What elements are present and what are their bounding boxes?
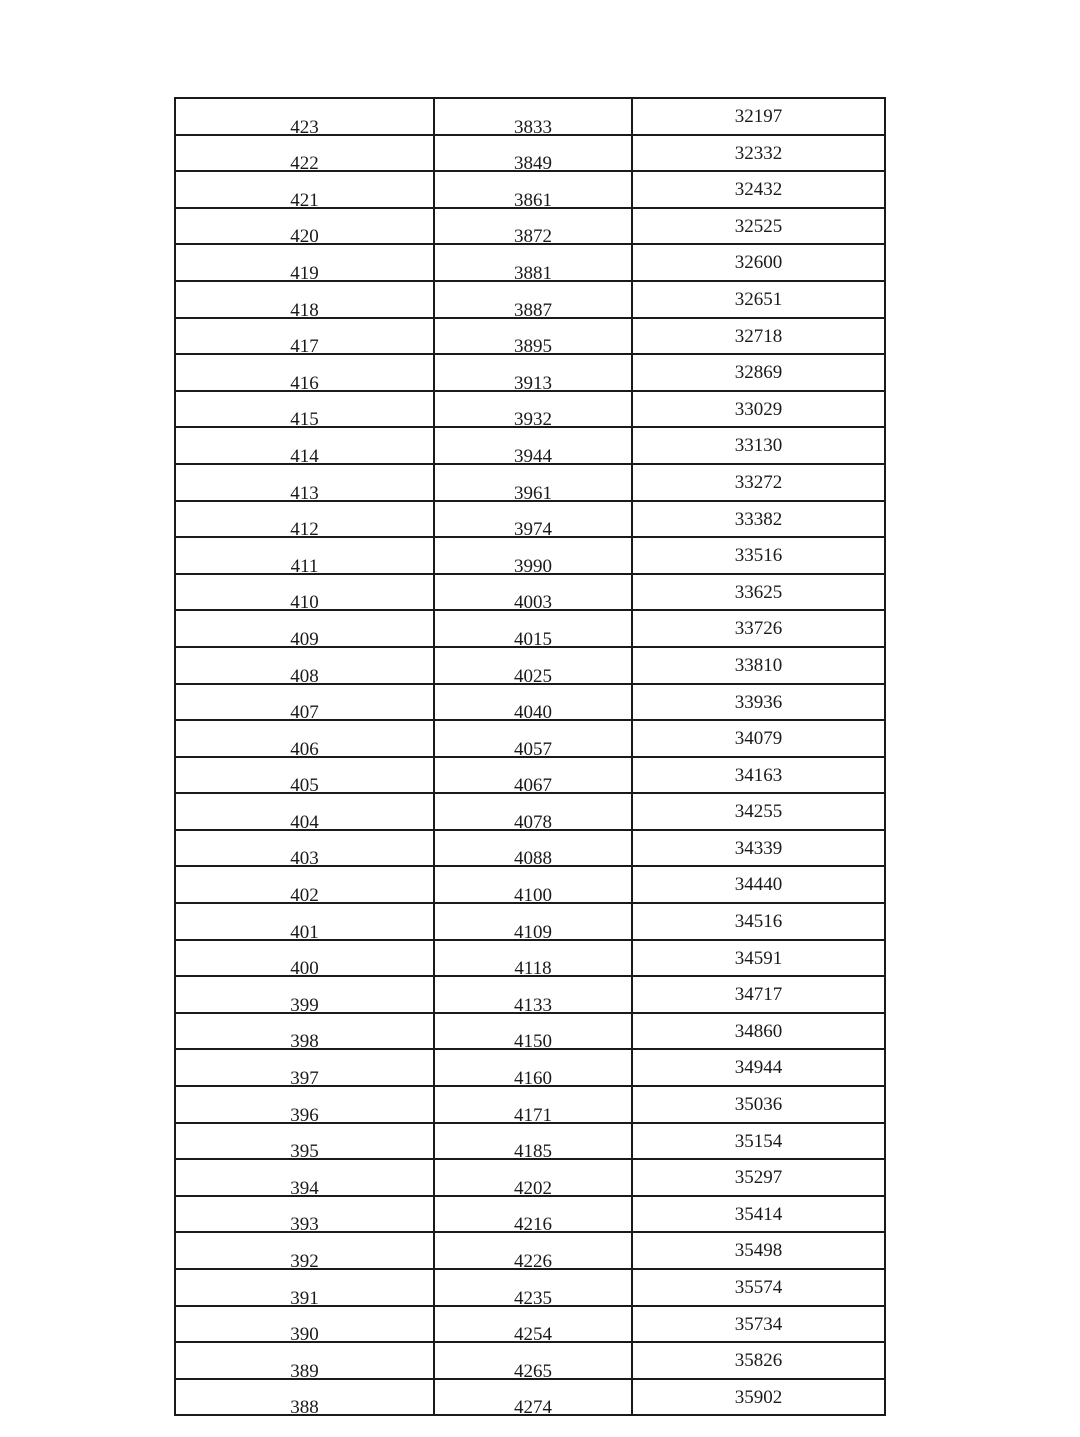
cell-value: 412: [290, 519, 319, 541]
cell-value: 3833: [514, 116, 552, 138]
score-cell: [175, 537, 434, 577]
cell-value: 33272: [734, 471, 783, 493]
count-cell: [434, 1049, 632, 1090]
table-row: [175, 1342, 885, 1379]
cumulative-cell: [632, 171, 885, 208]
cumulative-cell: [632, 98, 885, 135]
cell-value: 417: [290, 336, 319, 358]
cell-value: 423: [290, 116, 319, 138]
table-row: [175, 1013, 885, 1050]
cumulative-cell: [632, 866, 885, 903]
count-cell: [434, 537, 632, 577]
count-cell: [434, 354, 632, 394]
cell-value: 4015: [514, 628, 552, 650]
count-cell: [434, 171, 632, 211]
cell-value: 388: [290, 1397, 319, 1419]
cell-value: 35498: [734, 1240, 783, 1262]
table-row: [175, 501, 885, 538]
count-cell: [434, 318, 632, 358]
table-row: [175, 1232, 885, 1269]
score-cell: [175, 501, 434, 541]
cell-value: 401: [290, 921, 319, 943]
cumulative-cell: [632, 354, 885, 391]
cumulative-cell: [632, 1342, 885, 1379]
cell-value: 32718: [734, 325, 783, 347]
table-row: [175, 757, 885, 794]
table-row: [175, 866, 885, 903]
cell-value: 389: [290, 1360, 319, 1382]
score-cell: [175, 1196, 434, 1236]
table-row: [175, 537, 885, 574]
count-cell: [434, 1342, 632, 1382]
table-row: [175, 830, 885, 867]
cumulative-cell: [632, 427, 885, 464]
cumulative-cell: [632, 208, 885, 245]
score-cell: [175, 1306, 434, 1346]
cell-value: 4057: [514, 738, 552, 760]
cell-value: 407: [290, 702, 319, 724]
cell-value: 3990: [514, 555, 552, 577]
score-cell: [175, 684, 434, 724]
cumulative-cell: [632, 647, 885, 684]
cell-value: 413: [290, 482, 319, 504]
cumulative-cell: [632, 574, 885, 611]
cell-value: 34717: [734, 984, 783, 1006]
cell-value: 32869: [734, 362, 783, 384]
cell-value: 402: [290, 885, 319, 907]
score-cell: [175, 720, 434, 760]
count-cell: [434, 1123, 632, 1163]
score-cell: [175, 464, 434, 504]
cumulative-cell: [632, 976, 885, 1013]
cell-value: 416: [290, 372, 319, 394]
table-row: [175, 244, 885, 281]
table-row: [175, 574, 885, 611]
score-cell: [175, 1379, 434, 1419]
table-row: [175, 1049, 885, 1086]
table-row: [175, 208, 885, 245]
cell-value: 3974: [514, 519, 552, 541]
cumulative-cell: [632, 464, 885, 501]
cumulative-cell: [632, 318, 885, 355]
cumulative-cell: [632, 1196, 885, 1233]
cell-value: 34255: [734, 801, 783, 823]
score-cell: [175, 281, 434, 321]
cell-value: 397: [290, 1068, 319, 1090]
cell-value: 33810: [734, 654, 783, 676]
score-cell: [175, 1086, 434, 1126]
cell-value: 4109: [514, 921, 552, 943]
cell-value: 35826: [734, 1350, 783, 1372]
count-cell: [434, 1013, 632, 1053]
cell-value: 394: [290, 1177, 319, 1199]
cumulative-cell: [632, 391, 885, 428]
table-row: [175, 1196, 885, 1233]
table-row: [175, 135, 885, 172]
score-table: [174, 97, 886, 1419]
table-row: [175, 720, 885, 757]
count-cell: [434, 903, 632, 943]
cumulative-cell: [632, 244, 885, 281]
table-row: [175, 1086, 885, 1123]
score-cell: [175, 793, 434, 833]
table-row: [175, 903, 885, 940]
cell-value: 33936: [734, 691, 783, 713]
cumulative-cell: [632, 684, 885, 721]
count-cell: [434, 976, 632, 1016]
cell-value: 3944: [514, 445, 552, 467]
cell-value: 408: [290, 665, 319, 687]
cell-value: 3861: [514, 189, 552, 211]
cell-value: 4202: [514, 1177, 552, 1199]
cell-value: 3887: [514, 299, 552, 321]
cell-value: 3913: [514, 372, 552, 394]
cumulative-cell: [632, 940, 885, 977]
cell-value: 3961: [514, 482, 552, 504]
cell-value: 3932: [514, 409, 552, 431]
table-row: [175, 684, 885, 721]
cumulative-cell: [632, 610, 885, 647]
table-row: [175, 171, 885, 208]
score-cell: [175, 208, 434, 248]
cell-value: 414: [290, 445, 319, 467]
count-cell: [434, 1196, 632, 1236]
cumulative-cell: [632, 501, 885, 538]
table-row: [175, 647, 885, 684]
cell-value: 4067: [514, 775, 552, 797]
score-cell: [175, 866, 434, 907]
cell-value: 33516: [734, 545, 783, 567]
cell-value: 4078: [514, 811, 552, 833]
score-cell: [175, 903, 434, 943]
cumulative-cell: [632, 1306, 885, 1343]
score-cell: [175, 171, 434, 211]
table-row: [175, 1123, 885, 1160]
cumulative-cell: [632, 281, 885, 318]
cell-value: 398: [290, 1031, 319, 1053]
cell-value: 395: [290, 1141, 319, 1163]
cell-value: 32332: [734, 142, 783, 164]
cell-value: 4025: [514, 665, 552, 687]
score-cell: [175, 98, 434, 138]
table-row: [175, 793, 885, 830]
cell-value: 34163: [734, 764, 783, 786]
table-row: [175, 427, 885, 464]
table-row: [175, 610, 885, 647]
cell-value: 411: [290, 555, 319, 577]
cell-value: 34440: [734, 874, 783, 896]
cumulative-cell: [632, 793, 885, 830]
score-cell: [175, 830, 434, 870]
table-row: [175, 98, 885, 135]
count-cell: [434, 427, 632, 467]
count-cell: [434, 647, 632, 687]
cell-value: 4274: [514, 1397, 552, 1419]
count-cell: [434, 281, 632, 321]
cell-value: 420: [290, 226, 319, 248]
count-cell: [434, 98, 632, 138]
cell-value: 34516: [734, 911, 783, 933]
cell-value: 35297: [734, 1167, 783, 1189]
table-row: [175, 318, 885, 355]
cumulative-cell: [632, 1123, 885, 1160]
table-row: [175, 1306, 885, 1343]
cell-value: 4003: [514, 592, 552, 614]
cell-value: 32651: [734, 288, 783, 310]
cell-value: 400: [290, 958, 319, 980]
table-row: [175, 976, 885, 1013]
cell-value: 392: [290, 1251, 319, 1272]
cell-value: 4226: [514, 1251, 552, 1272]
table-row: [175, 1269, 885, 1306]
cumulative-cell: [632, 135, 885, 172]
cumulative-cell: [632, 1013, 885, 1050]
table-row: [175, 391, 885, 428]
count-cell: [434, 135, 632, 175]
cumulative-cell: [632, 1086, 885, 1123]
table-row: [175, 354, 885, 391]
cell-value: 34339: [734, 837, 783, 859]
cumulative-cell: [632, 830, 885, 867]
cumulative-cell: [632, 1379, 885, 1416]
score-cell: [175, 318, 434, 358]
count-cell: [434, 244, 632, 284]
cell-value: 33382: [734, 508, 783, 530]
cell-value: 34944: [734, 1057, 783, 1079]
cumulative-cell: [632, 903, 885, 940]
count-cell: [434, 940, 632, 980]
table-row: [175, 940, 885, 977]
cell-value: 4160: [514, 1068, 552, 1090]
score-cell: [175, 427, 434, 467]
cell-value: 33625: [734, 581, 783, 603]
cell-value: 3881: [514, 262, 552, 284]
cell-value: 35414: [734, 1203, 783, 1225]
count-cell: [434, 866, 632, 907]
cell-value: 4040: [514, 702, 552, 724]
cell-value: 4118: [514, 958, 552, 980]
cell-value: 419: [290, 262, 319, 284]
table-body: [175, 98, 885, 1419]
score-cell: [175, 1159, 434, 1199]
count-cell: [434, 464, 632, 504]
cell-value: 406: [290, 738, 319, 760]
cell-value: 409: [290, 628, 319, 650]
cell-value: 32600: [734, 252, 783, 274]
cell-value: 34860: [734, 1020, 783, 1042]
cell-value: 396: [290, 1104, 319, 1126]
cell-value: 35036: [734, 1094, 783, 1116]
score-cell: [175, 1269, 434, 1309]
score-cell: [175, 610, 434, 650]
score-cell: [175, 135, 434, 175]
cumulative-cell: [632, 1269, 885, 1306]
cell-value: 4150: [514, 1031, 552, 1053]
count-cell: [434, 757, 632, 797]
cumulative-cell: [632, 1159, 885, 1196]
cumulative-cell: [632, 1232, 885, 1269]
cell-value: 405: [290, 775, 319, 797]
cell-value: 404: [290, 811, 319, 833]
cell-value: 4133: [514, 994, 552, 1016]
cell-value: 403: [290, 848, 319, 870]
count-cell: [434, 1086, 632, 1126]
score-cell: [175, 1342, 434, 1382]
cell-value: 391: [290, 1287, 319, 1309]
cell-value: 421: [290, 189, 319, 211]
score-cell: [175, 940, 434, 980]
count-cell: [434, 208, 632, 248]
count-cell: [434, 830, 632, 870]
score-cell: [175, 1013, 434, 1053]
cell-value: 4235: [514, 1287, 552, 1309]
count-cell: [434, 684, 632, 724]
cell-value: 4254: [514, 1324, 552, 1346]
cell-value: 4265: [514, 1360, 552, 1382]
cell-value: 399: [290, 994, 319, 1016]
count-cell: [434, 1159, 632, 1199]
cell-value: 34079: [734, 728, 783, 750]
count-cell: [434, 1269, 632, 1309]
cell-value: 4216: [514, 1214, 552, 1236]
score-cell: [175, 976, 434, 1016]
count-cell: [434, 1379, 632, 1419]
cell-value: 33029: [734, 398, 783, 420]
cell-value: 3872: [514, 226, 552, 248]
table-row: [175, 281, 885, 318]
score-cell: [175, 647, 434, 687]
cell-value: 35734: [734, 1313, 783, 1335]
count-cell: [434, 1232, 632, 1272]
cell-value: 35902: [734, 1386, 783, 1408]
count-cell: [434, 574, 632, 614]
count-cell: [434, 1306, 632, 1346]
cell-value: 32525: [734, 215, 783, 237]
cell-value: 34591: [734, 947, 783, 969]
cell-value: 418: [290, 299, 319, 321]
cumulative-cell: [632, 537, 885, 574]
cell-value: 410: [290, 592, 319, 614]
cell-value: 35154: [734, 1130, 783, 1152]
cell-value: 415: [290, 409, 319, 431]
count-cell: [434, 793, 632, 833]
count-cell: [434, 391, 632, 431]
score-cell: [175, 1123, 434, 1163]
score-cell: [175, 757, 434, 797]
cell-value: 4100: [514, 885, 552, 907]
cell-value: 33130: [734, 435, 783, 457]
cell-value: 3849: [514, 153, 552, 175]
cell-value: 393: [290, 1214, 319, 1236]
table-row: [175, 464, 885, 501]
cell-value: 33726: [734, 618, 783, 640]
cell-value: 4171: [514, 1104, 552, 1126]
score-cell: [175, 574, 434, 614]
cell-value: 422: [290, 153, 319, 175]
cell-value: 32432: [734, 179, 783, 201]
cell-value: 35574: [734, 1277, 783, 1298]
score-cell: [175, 354, 434, 394]
cell-value: 4088: [514, 848, 552, 870]
cell-value: 4185: [514, 1141, 552, 1163]
count-cell: [434, 720, 632, 760]
score-cell: [175, 1232, 434, 1272]
table-row: [175, 1159, 885, 1196]
cell-value: 3895: [514, 336, 552, 358]
score-cell: [175, 1049, 434, 1090]
score-cell: [175, 244, 434, 284]
cell-value: 390: [290, 1324, 319, 1346]
count-cell: [434, 501, 632, 541]
cumulative-cell: [632, 757, 885, 794]
count-cell: [434, 610, 632, 650]
score-cell: [175, 391, 434, 431]
cumulative-cell: [632, 1049, 885, 1086]
cell-value: 32197: [734, 106, 783, 127]
table-row: [175, 1379, 885, 1416]
cumulative-cell: [632, 720, 885, 757]
